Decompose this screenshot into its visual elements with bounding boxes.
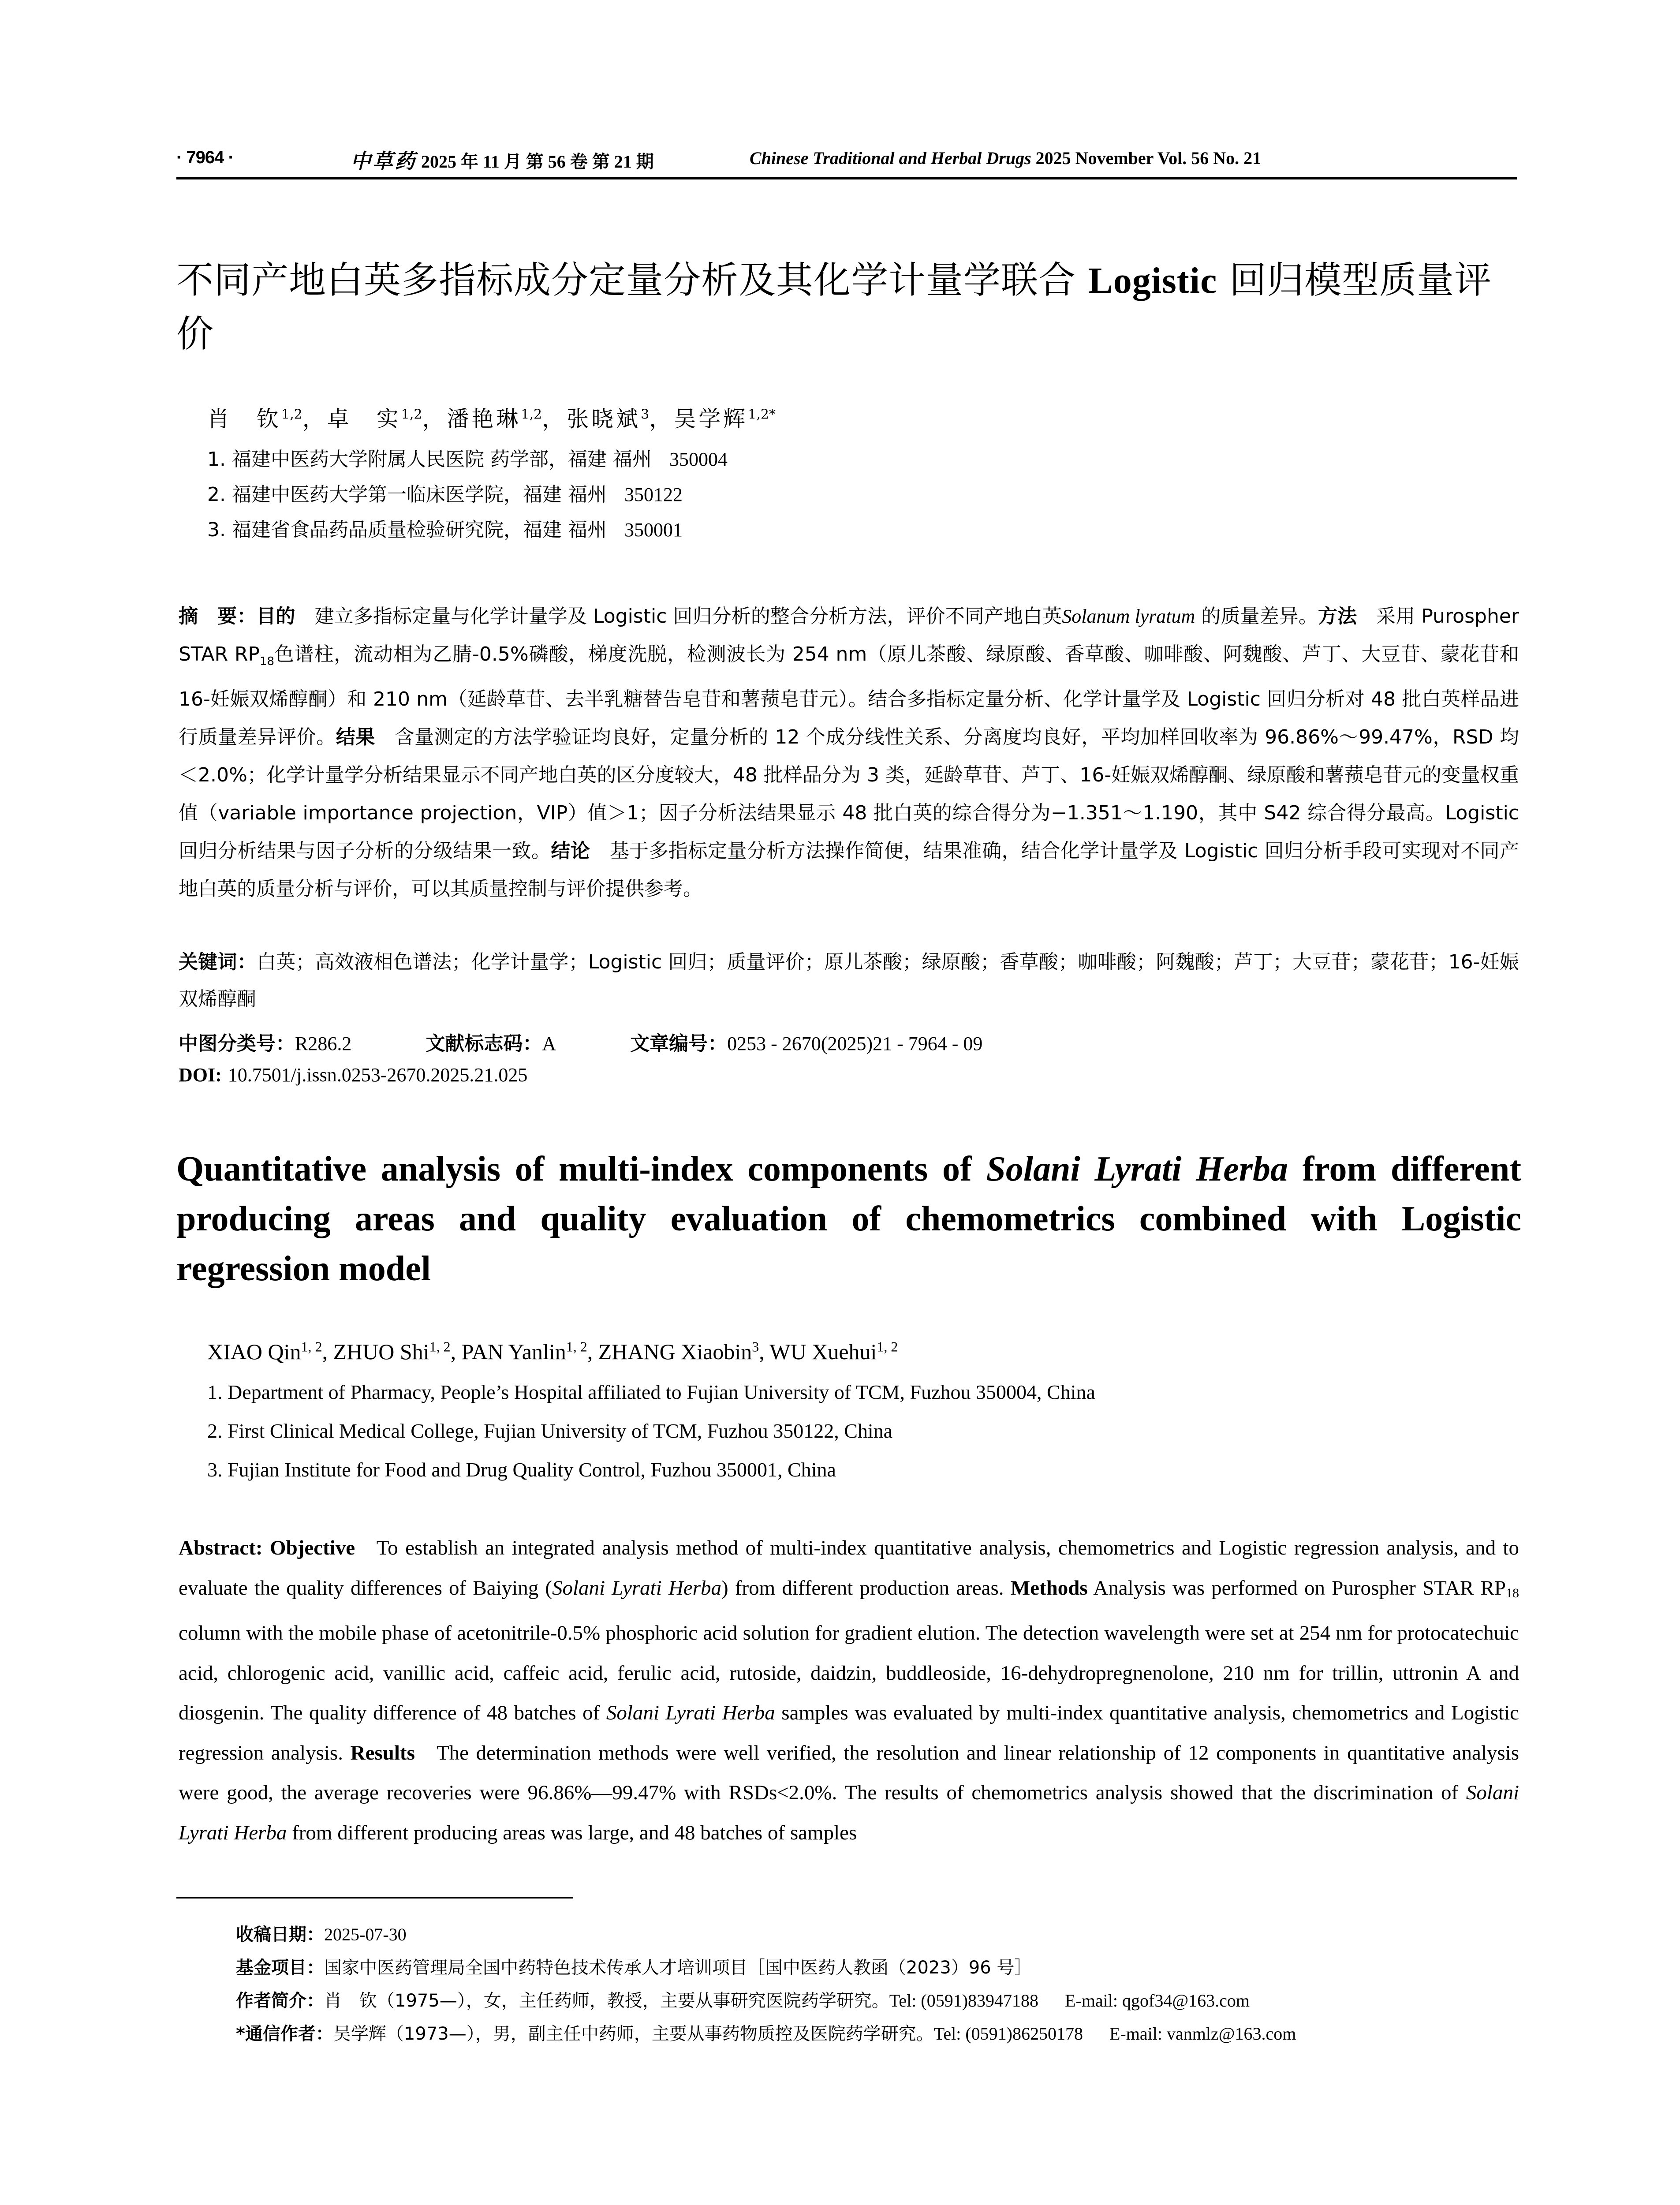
footnote-received (236, 1921, 407, 1946)
phone-number: Tel: (0591)86250178 (933, 2024, 1083, 2044)
en-issue: 2025 November Vol. 56 No. 21 (1035, 148, 1262, 168)
affiliation-marker: 1,2 (521, 407, 542, 422)
postal-code: 350001 (624, 519, 683, 541)
cn-methods-label: 方法 (1318, 605, 1357, 628)
en-affiliation: 3. Fujian Institute for Food and Drug Quality Control, Fuzhou 350001, China (207, 1458, 836, 1481)
affiliation-marker: 1, 2 (566, 1338, 587, 1354)
cn-methods-text: 色谱柱，流动相为乙腈-0.5%磷酸，梯度洗脱，检测波长为 254 nm（原儿茶酸、绿原酸、香草酸、咖啡酸、阿魏酸、芦丁、大豆苷、蒙花苷和 16-妊娠双烯醇酮）和 210 nm（延龄草苷、去半乳糖替告皂苷和薯蓣皂苷元）。结合多指标定量分析、化学计量学及 Logistic 回归分析对 48 批白英样品进行质量差异评价。 (179, 643, 1519, 748)
cn-author-name: 卓 实 (327, 406, 401, 432)
corresponding-text: 吴学辉（1973—），男，副主任中药师，主要从事药物质控及医院药学研究。 (333, 2024, 934, 2044)
en-author (207, 1339, 322, 1364)
cn-author (327, 406, 422, 432)
cn-author-name: 潘艳琳 (447, 406, 521, 432)
phone-number: Tel: (0591)83947188 (889, 1991, 1039, 2011)
subscript: 18 (259, 654, 275, 668)
en-author-name: ZHANG Xiaobin (598, 1339, 752, 1364)
en-title-part1: Quantitative analysis of multi-index components of (176, 1150, 972, 1188)
cn-objective-label: 目的 (256, 605, 295, 628)
affiliation-marker: 1,2 (401, 407, 422, 422)
en-author-name: WU Xuehui (769, 1339, 877, 1364)
affiliation-marker: 1, 2 (429, 1338, 451, 1354)
running-header (176, 148, 1517, 174)
clc-label: 中图分类号： (179, 1032, 295, 1055)
en-title (176, 1144, 1521, 1294)
affiliation-marker: 1, 2 (301, 1338, 322, 1354)
fund-text: 国家中医药管理局全国中药特色技术传承人才培训项目［国中医药人教函（2023）96 号］ (324, 1958, 1032, 1978)
page-number: · 7964 · (176, 148, 234, 167)
doi-value: 10.7501/j.issn.0253-2670.2025.21.025 (228, 1064, 528, 1086)
en-issue-info (750, 148, 1261, 168)
en-results-text: from different producing areas was large, and 48 batches of samples (292, 1821, 857, 1844)
en-author (598, 1339, 759, 1364)
en-abstract (179, 1528, 1519, 1853)
cn-conclusion-label: 结论 (551, 839, 590, 862)
journal-logo: 中草药 (351, 149, 417, 173)
received-date: 2025-07-30 (324, 1925, 407, 1944)
bio-text: 肖 钦（1975—），女，主任药师，教授，主要从事研究医院药学研究。 (324, 1991, 889, 2011)
en-title-part2: from different producing areas and quality evaluation of chemometrics combined with Logistic regression model (176, 1150, 1522, 1288)
corresponding-label: *通信作者： (236, 2024, 333, 2044)
cn-affiliation-text: 1. 福建中医药大学附属人民医院 药学部，福建 福州 (207, 448, 652, 471)
cn-conclusion-text: 基于多指标定量分析方法操作简便，结果准确，结合化学计量学及 Logistic 回归分析手段可实现对不同产地白英的质量分析与评价，可以其质量控制与评价提供参考。 (179, 839, 1519, 900)
en-author (769, 1339, 898, 1364)
cn-affiliation (207, 514, 683, 542)
en-abstract-label: Abstract: (179, 1536, 263, 1559)
cn-author (674, 406, 776, 432)
email-link[interactable]: E-mail: vanmlz@163.com (1109, 2024, 1296, 2044)
affiliation-marker: 3 (752, 1338, 759, 1354)
cn-title-part1: 不同产地白英多指标成分定量分析及其化学计量学联合 (176, 258, 1076, 302)
en-objective-text: To establish an integrated analysis method of multi-index quantitative analysis, chemometrics and Logistic regression analysis, and to evaluate the quality differences of Baiying ( (179, 1536, 1519, 1600)
en-results-text: The determination methods were well verified, the resolution and linear relationship of 12 components in quantitative analysis were good, the average recoveries were 96.86%—99.47% with RSDs<2.0%. The results of chemometrics analysis showed that the discrimination of (179, 1741, 1519, 1804)
classification-line (179, 1028, 982, 1056)
cn-title-part3: 回归模型质量评价 (176, 258, 1492, 355)
cn-affiliation-text: 3. 福建省食品药品质量检验研究院，福建 福州 (207, 519, 607, 541)
footnote-rule (176, 1897, 573, 1899)
cn-issue-info: 2025 年 11 月 第 56 卷 第 21 期 (421, 152, 654, 172)
en-author-name: XIAO Qin (207, 1339, 301, 1364)
en-methods-label: Methods (1010, 1576, 1088, 1600)
en-author-name: ZHUO Shi (333, 1339, 429, 1364)
en-methods-text: Analysis was performed on Purospher STAR RP (1093, 1576, 1506, 1600)
cn-author-name: 肖 钦 (207, 406, 281, 432)
keywords (179, 944, 1519, 1018)
cn-author (447, 406, 542, 432)
affiliation-marker: 1,2* (748, 407, 776, 422)
footnote-corresponding (236, 2020, 1296, 2045)
article-number-label: 文章编号： (630, 1032, 728, 1055)
species-name: Solani Lyrati Herba (986, 1150, 1288, 1188)
cn-title (176, 254, 1526, 360)
en-results-label: Results (350, 1741, 415, 1764)
cn-author-list: 肖 钦$^{1,2}$，卓 实$^{1,2}$，潘艳琳$^{1,2}$，张晓斌$^3$，吴学辉$^{1,2*}$ (207, 406, 776, 432)
received-label: 收稿日期： (236, 1925, 324, 1945)
cn-title-latin: Logistic (1088, 260, 1217, 301)
postal-code: 350122 (624, 484, 683, 505)
species-name: Solani Lyrati Herba (552, 1576, 722, 1600)
keywords-label: 关键词： (179, 951, 257, 973)
species-name: Solanum lyratum (1062, 605, 1195, 627)
cn-author (207, 406, 302, 432)
footnote-author-bio (236, 1987, 1250, 2012)
cn-affiliation (207, 478, 683, 507)
en-methods-text: column with the mobile phase of acetonitrile-0.5% phosphoric acid solution for gradient elution. The detection wavelength were set at 254 nm for protocatechuic acid, chlorogenic acid, vanillic acid, caffeic acid, ferulic acid, rutoside, daidzin, buddleoside, 16-dehydropregnenolone, 210 nm for trillin, uttronin A and diosgenin. The quality difference of 48 batches of (179, 1622, 1519, 1724)
species-name: Solani Lyrati Herba (179, 1781, 1519, 1844)
affiliation-marker: 1,2 (281, 407, 302, 422)
en-author (462, 1339, 587, 1364)
bio-label: 作者简介： (236, 1991, 324, 2011)
fund-label: 基金项目： (236, 1958, 324, 1978)
doc-code: A (542, 1033, 556, 1054)
affiliation-marker: 3 (641, 407, 650, 422)
cn-methods-text: 采用 Purospher STAR RP (179, 605, 1519, 665)
en-objective-text: ) from different production areas. (721, 1576, 1004, 1600)
en-author-name: PAN Yanlin (461, 1339, 566, 1364)
en-affiliation: 2. First Clinical Medical College, Fujian University of TCM, Fuzhou 350122, China (207, 1420, 893, 1442)
header-rule (176, 177, 1517, 179)
cn-results-label: 结果 (336, 725, 375, 748)
en-affiliation: 1. Department of Pharmacy, People’s Hospital affiliated to Fujian University of TCM, Fuzhou 350004, China (207, 1381, 1095, 1403)
clc-number: R286.2 (295, 1033, 352, 1054)
doi-line (179, 1064, 527, 1086)
cn-author-name: 吴学辉 (674, 406, 748, 432)
subscript: 18 (1506, 1585, 1519, 1600)
cn-results-text: 含量测定的方法学验证均良好，定量分析的 12 个成分线性关系、分离度均良好，平均加样回收率为 96.86%～99.47%，RSD 均＜2.0%；化学计量学分析结果显示不同产地白英的区分度较大，48 批样品分为 3 类，延龄草苷、芦丁、16-妊娠双烯醇酮、绿原酸和薯蓣皂苷元的变量权重值（variable importance projection，VIP）值＞1；因子分析法结果显示 48 批白英的综合得分为−1.351～1.190，其中 S42 综合得分最高。Logistic 回归分析结果与因子分析的分级结果一致。 (179, 725, 1519, 862)
cn-author (567, 406, 649, 432)
cn-abstract-label: 摘 要： (179, 605, 257, 628)
article-number: 0253 - 2670(2025)21 - 7964 - 09 (727, 1033, 983, 1054)
doc-code-label: 文献标志码： (426, 1032, 542, 1055)
cn-abstract (179, 598, 1519, 908)
email-link[interactable]: E-mail: qgof34@163.com (1065, 1991, 1250, 2011)
postal-code: 350004 (669, 448, 728, 470)
en-journal-name: Chinese Traditional and Herbal Drugs (750, 148, 1031, 168)
species-name: Solani Lyrati Herba (606, 1701, 775, 1724)
cn-objective-text: 的质量差异。 (1201, 605, 1318, 628)
en-author (333, 1339, 450, 1364)
keywords-text: 白英；高效液相色谱法；化学计量学；Logistic 回归；质量评价；原儿茶酸；绿原酸；香草酸；咖啡酸；阿魏酸；芦丁；大豆苷；蒙花苷；16-妊娠双烯醇酮 (179, 951, 1519, 1010)
cn-affiliation (207, 443, 728, 471)
cn-author-name: 张晓斌 (567, 406, 641, 432)
en-objective-label: Objective (270, 1536, 355, 1559)
doi-label: DOI: (179, 1064, 222, 1086)
en-author-list: XIAO Qin$^{1, 2}$, ZHUO Shi$^{1, 2}$, PAN Yanlin$^{1, 2}$, ZHANG Xiaobin$^3$, WU Xuehui$^{1, 2}$ (207, 1338, 898, 1364)
cn-affiliation-text: 2. 福建中医药大学第一临床医学院，福建 福州 (207, 483, 607, 506)
affiliation-marker: 1, 2 (877, 1338, 898, 1354)
footnote-fund (236, 1954, 1032, 1979)
en-methods-text: samples was evaluated by multi-index quantitative analysis, chemometrics and Logistic regression analysis. (179, 1701, 1519, 1764)
cn-objective-text: 建立多指标定量与化学计量学及 Logistic 回归分析的整合分析方法，评价不同产地白英 (314, 605, 1062, 628)
